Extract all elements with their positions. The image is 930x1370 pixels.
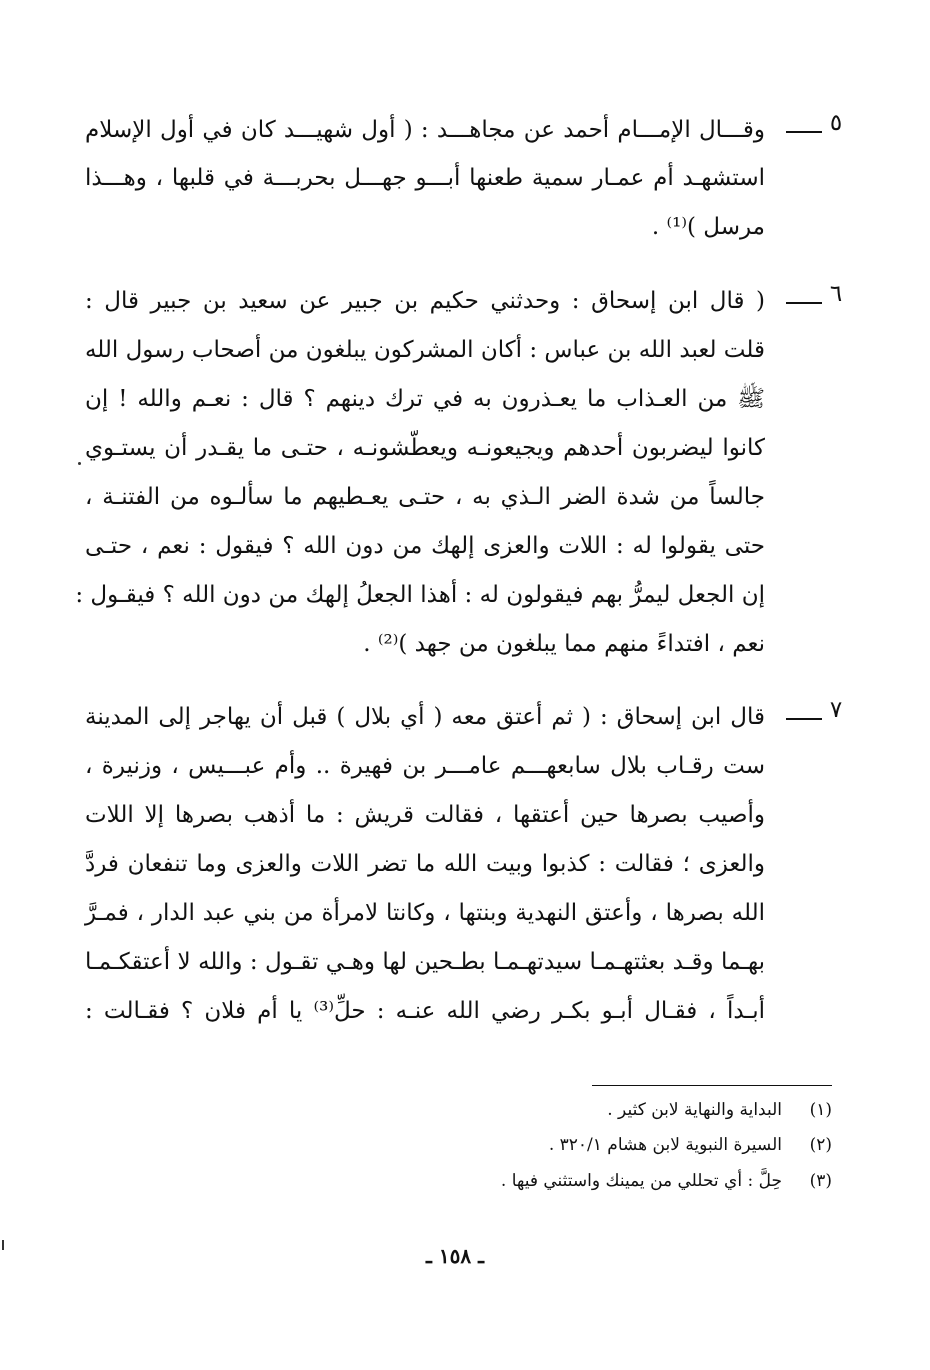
- entry-number: ٧: [829, 697, 843, 723]
- scan-dot: [78, 462, 81, 465]
- footnote-text: السيرة النبوية لابن هشام ٣٢٠/١ .: [548, 1135, 782, 1155]
- text-line: وأصيب بصرها حين أعتقها ، فقالت قريش : ما أذهب بصرها إلا اللات: [85, 802, 765, 828]
- footnote-mark: (٣): [809, 1171, 832, 1191]
- text-line: حتى يقولوا له : اللات والعزى إلهك من دون الله ؟ فيقول : نعم ، حتـى: [85, 533, 765, 559]
- text-line: قلت لعبد الله بن عباس : أكان المشركون يبلغون من أصحاب رسول الله: [84, 337, 765, 363]
- text-line: بهـما وقـد بعثتهـمـا سيدتهـمـا بطـحين لها وهـي تقـول : والله لا أعتقكـمـا: [85, 949, 765, 975]
- footnote-2: [352, 1130, 832, 1160]
- text-line: نعم ، افتداءً منهم مما يبلغون من جهد )⁽²⁾ .: [363, 631, 765, 657]
- footnote-divider: [592, 1085, 832, 1086]
- footnote-3: [352, 1166, 832, 1196]
- text-line: إن الجعل ليمرُّ بهم فيقولون له : أهذا الجعلُ إلهك من دون الله ؟ فيقـول :: [75, 582, 765, 608]
- page-number: ـ ١٥٨ ـ: [426, 1244, 484, 1268]
- text-line: وقـــال الإمـــام أحمد عن مجاهـــد : ( أول شهيـــد كان في أول الإسلام: [85, 117, 765, 143]
- footnote-mark: (٢): [809, 1135, 832, 1155]
- entry-dash: [786, 131, 822, 133]
- entry-dash: [786, 718, 822, 720]
- text-line: ﷺ من العـذاب ما يعـذرون به في ترك دينهم ؟ قال : نعـم والله ! إن: [85, 386, 765, 412]
- footnote-text: البداية والنهاية لابن كثير .: [607, 1100, 782, 1120]
- footnote-mark: (١): [809, 1100, 832, 1120]
- text-line: كانوا ليضربون أحدهم ويجيعونـه ويعطّشونـه ، حتـى ما يقـدر أن يستـوي: [85, 435, 765, 461]
- text-line: ست رقـاب بلال سابعهـــم عامـــر بن فهيرة .. وأم عبـــيس ، وزنيرة ،: [85, 753, 765, 779]
- text-line: أبـداً ، فقـال أبـو بكـر رضي الله عنـه : حلِّ⁽³⁾ يا أم فلان ؟ فقـالت :: [85, 998, 765, 1024]
- text-line: ( قال ابن إسحاق : وحدثني حكيم بن جبير عن سعيد بن جبير قال :: [85, 288, 765, 314]
- text-line: مرسل )⁽¹⁾ .: [651, 214, 765, 240]
- entry-dash: [786, 302, 822, 304]
- footnote-1: [352, 1095, 832, 1125]
- text-line: استشهـد أم عمـار سمية طعنها أبـــو جهـــل بحربـــة في قلبها ، وهـــذا: [85, 165, 765, 191]
- text-line: والعزى ؛ فقالت : كذبوا وبيت الله ما تضر اللات والعزى وما تنفعان فردَّ: [85, 851, 765, 877]
- text-line: قال ابن إسحاق : ( ثم أعتق معه ( أي بلال ) قبل أن يهاجر إلى المدينة: [85, 704, 765, 730]
- entry-number: ٥: [829, 110, 843, 136]
- text-line: جالساً من شدة الضر الـذي به ، حتـى يعـطيهم ما سألـوه من الفتنـة ،: [85, 484, 765, 510]
- footnote-text: حِلَّ : أي تحللي من يمينك واستثني فيها .: [500, 1171, 782, 1191]
- scan-mark: [2, 1240, 4, 1250]
- text-line: الله بصرها ، وأعتق النهدية وبنتها ، وكانتا لامرأة من بني عبد الدار ، فمـرَّ: [85, 900, 765, 926]
- entry-number: ٦: [829, 281, 843, 307]
